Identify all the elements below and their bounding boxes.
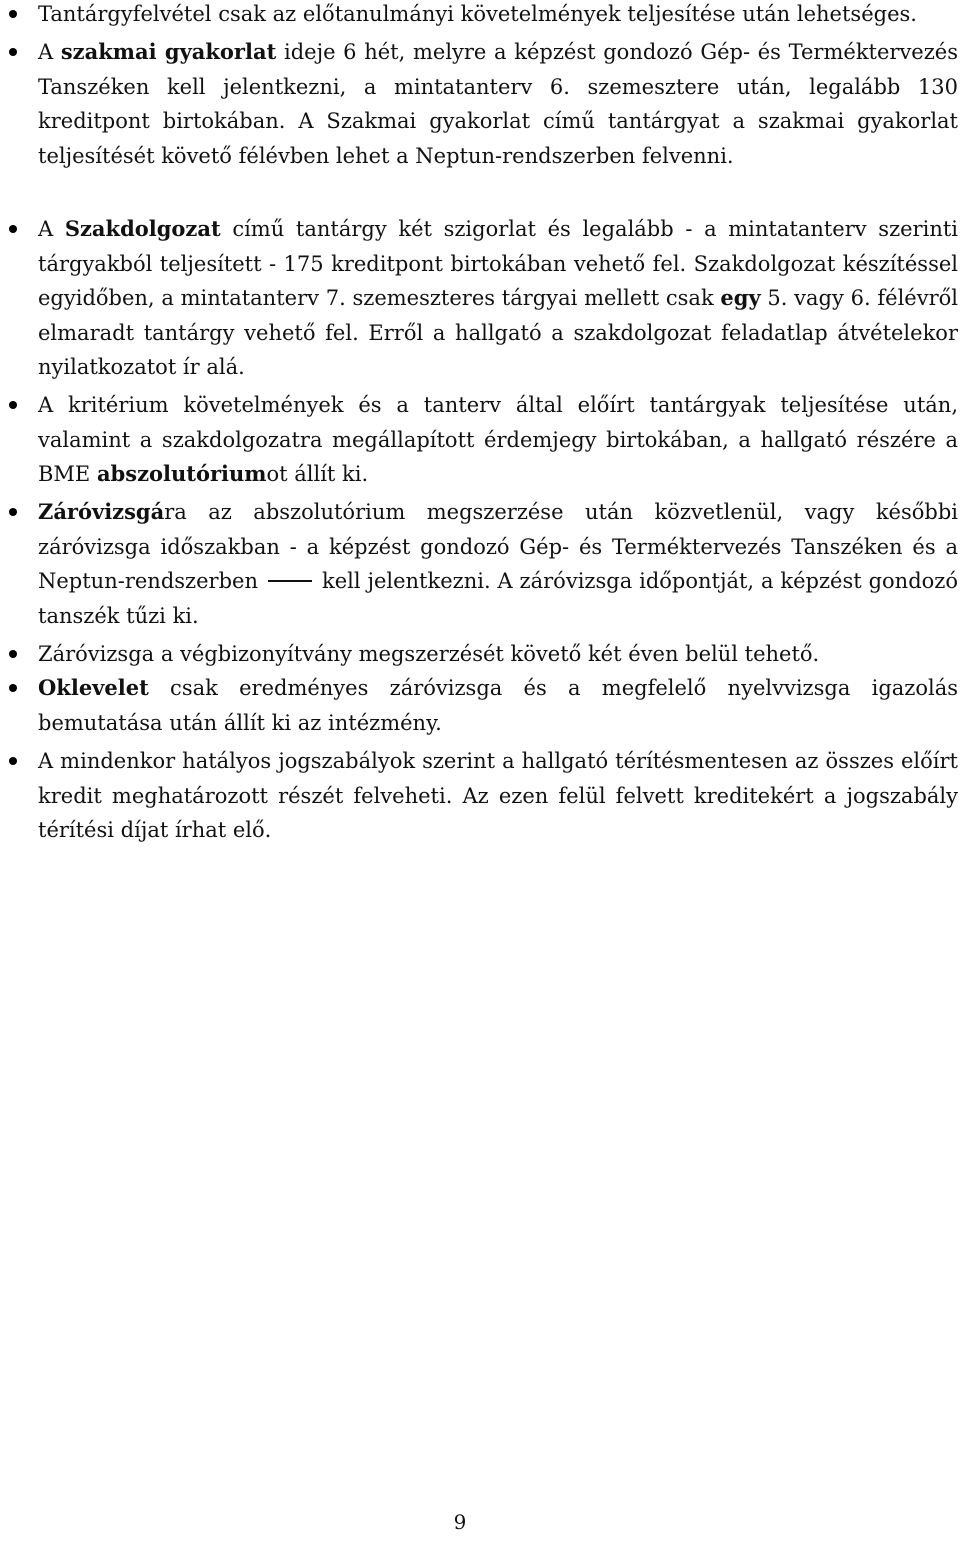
text-segment: A <box>38 40 61 64</box>
bold-term: Oklevelet <box>38 675 149 700</box>
text-segment: Tantárgyfelvétel csak az előtanulmányi követelmények teljesítése után lehetséges. <box>38 2 917 26</box>
list-item <box>0 0 960 32</box>
list-item <box>0 388 960 492</box>
list-item <box>0 744 960 848</box>
list-item-text <box>38 35 958 173</box>
bold-term: egy <box>720 285 761 310</box>
text-segment: 5. vagy 6. félévről elmaradt tantárgy vehető fel. Erről a hallgató a szakdolgozat feladatlap átvételekor nyilatkozatot ír alá. <box>38 286 958 379</box>
list-item-text <box>38 671 958 740</box>
list-item <box>0 212 960 385</box>
list-item-text <box>38 212 958 385</box>
bullet-icon <box>9 48 17 56</box>
text-segment: ideje 6 hét, melyre a képzést gondozó Gép- és Terméktervezés Tanszéken kell jelentkezni, a mintatanterv 6. szemesztere után, legalább 130 kreditpont birtokában. A Szakmai gyakorlat című tantárgyat a szakmai gyakorlat teljesítését követő félévben lehet a Neptun-rendszerben felvenni. <box>38 40 959 168</box>
bullet-icon <box>9 10 17 18</box>
text-segment: című tantárgy két szigorlat és legalább - a mintatanterv szerinti tárgyakból teljesített - 175 kreditpont birtokában vehető fel. Szakdolgozat készítéssel egyidőben, a mintatanterv 7. szemeszteres tárgyai mellett csak <box>38 217 958 310</box>
bullet-icon <box>9 401 17 409</box>
list-item-text <box>38 744 958 848</box>
bullet-icon <box>9 508 17 516</box>
list-item-text <box>38 0 958 32</box>
bullet-icon <box>9 225 17 233</box>
bold-term: Szakdolgozat <box>64 216 221 241</box>
text-segment: ot állít ki. <box>266 462 369 486</box>
list-item-text <box>38 388 958 492</box>
text-segment: kell jelentkezni. A záróvizsga időpontját, a képzést gondozó tanszék tűzi ki. <box>38 569 958 628</box>
list-item <box>0 495 960 633</box>
bold-term: abszolutórium <box>96 461 267 486</box>
text-segment: ra az abszolutórium megszerzése után közvetlenül, vagy későbbi záróvizsga időszakban - a képzést gondozó Gép- és Terméktervezés Tanszéken és a Neptun-rendszerben <box>38 500 958 593</box>
text-segment: Záróvizsga a végbizonyítvány megszerzését követő két éven belül tehető. <box>38 642 820 666</box>
bold-term: Záróvizsgá <box>38 499 165 524</box>
list-item-text <box>38 637 958 672</box>
list-item <box>0 637 960 672</box>
dash-separator <box>268 580 312 582</box>
list-item <box>0 671 960 740</box>
text-segment: A kritérium követelmények és a tanterv által előírt tantárgyak teljesítése után, valamint a szakdolgozatra megállapított érdemjegy birtokában, a hallgató részére a BME <box>38 393 958 486</box>
text-segment: csak eredményes záróvizsga és a megfelelő nyelvvizsga igazolás bemutatása után állít ki az intézmény. <box>38 676 958 735</box>
list-item-text <box>38 495 958 633</box>
text-segment: A mindenkor hatályos jogszabályok szerint a hallgató térítésmentesen az összes előírt kredit meghatározott részét felveheti. Az ezen felül felvett kreditekért a jogszabály térítési díjat írhat elő. <box>38 749 958 842</box>
bullet-icon <box>9 757 17 765</box>
text-segment: A <box>38 217 65 241</box>
bold-term: szakmai gyakorlat <box>60 39 277 64</box>
bullet-icon <box>9 650 17 658</box>
bullet-icon <box>9 684 17 692</box>
list-item <box>0 35 960 173</box>
page-number: 9 <box>453 1510 467 1534</box>
